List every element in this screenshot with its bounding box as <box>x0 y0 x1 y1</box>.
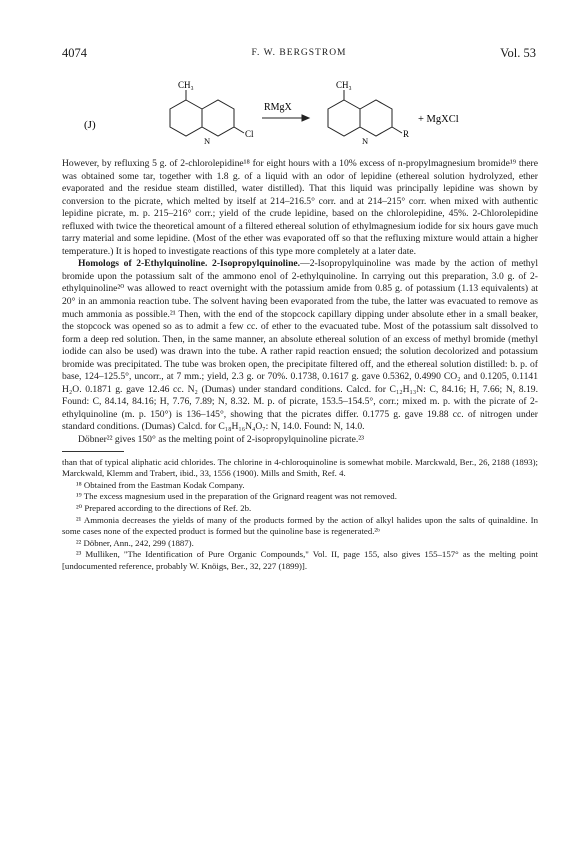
footnote-continuation: than that of typical aliphatic acid chlorides. The chlorine in 4-chloroquinoline is somewhat mobile. Marckwald, Ber., 26, 2188 (1893); Marckwald, Klemm and Trabert, ibid., 33, 1556 (1900). Mills and Smith, Ref. 4. <box>62 456 538 479</box>
right-quinoline-structure <box>328 90 402 136</box>
reaction-scheme-drawing <box>62 78 538 156</box>
reaction-scheme <box>62 78 538 156</box>
left-nitrogen-label: N <box>204 136 211 146</box>
right-r-group-label: R <box>403 129 410 139</box>
footnote-19: ¹⁹ The excess magnesium used in the preparation of the Grignard reagent was not removed. <box>76 491 397 502</box>
footnote-divider <box>62 451 124 452</box>
reaction-arrow <box>262 115 309 121</box>
page-number: 4074 <box>62 46 87 60</box>
section-heading: Homologs of 2-Ethylquinoline. 2-Isopropylquinoline. <box>78 258 301 270</box>
volume-number: Vol. 53 <box>500 46 536 60</box>
byproduct-label: + MgXCl <box>418 114 459 125</box>
left-quinoline-structure <box>170 90 244 136</box>
paragraph-grignard-reaction: However, by refluxing 5 g. of 2-chlorolepidine¹⁸ for eight hours with a 10% excess of n-propylmagnesium bromide¹⁹ there was obtained some tar, together with 1.8 g. of a liquid with an odor of lepidine (ethereal solution hydrolyzed, ether evaporated and the residue steam distilled, water distilled). That this liquid was principally lepidine was shown by conversion to the picrate, which melted by itself at 214–216.5° corr. and at 214–215° corr. when mixed with authentic lepidine picrate, m. p. 215–216° corr.; yield of the crude lepidine, based on the chlorolepidine, 45%. 2-Chlorolepidine refluxed with twice the theoretical amount of a filtered ethereal solution of ethylmagnesium iodide for six hours gave much tarry material and some lepidine. (Most of the ether was evaporated off so that the refluxing mixture would attain a higher temperature.) It is hoped to investigate reactions of this type more completely at a later date. <box>62 158 538 257</box>
reagent-label: RMgX <box>264 102 292 113</box>
footnote-22: ²² Döbner, Ann., 242, 299 (1887). <box>76 537 194 548</box>
running-header <box>62 46 536 62</box>
article-body <box>62 158 538 573</box>
footnote-18: ¹⁸ Obtained from the Eastman Kodak Company. <box>76 479 245 490</box>
left-chlorine-label: Cl <box>245 129 254 139</box>
running-head: F. W. BERGSTROM <box>251 48 347 58</box>
left-methyl-label: CH₃ <box>178 80 194 90</box>
footnote-23: ²³ Mulliken, "The Identification of Pure Organic Compounds," Vol. II, page 155, also gives 155–157° as the melting point [undocumented reference, probably W. Knöigs, Ber., 32, 227 (1899)]. <box>62 549 538 571</box>
paragraph-text: —2-Isopropylquinoline was made by the action of methyl bromide upon the potassium salt of the ammono enol of 2-ethylquinoline. In carrying out this preparation, 3.0 g. of 2-ethylquinoline²⁰ was allowed to react overnight with the potassium amide from 0.85 g. of potassium (1.13 equivalents) at 20° in an ammonia reaction tube. The solvent having been evaporated from the tube, the latter was evacuated to remove as much ammonia as possible.²¹ Then, with the end of the stopcock capillary dipping under absolute ether in a small beaker, the stopcock was opened so as to admit a few cc. of ether to the evacuated tube. Most of the potassium salt dissolved to form a deep red solution. Then, in the same manner, an absolute ethereal solution of an excess of methyl bromide (methyl iodide can also be used) was drawn into the tube. A rather rapid reaction ensued; the solution decolorized and potassium bromide was precipitated. The tube was broken open, the precipitate filtered off, and the ethereal solution distilled: b. p. of base, 124–125.5°, uncorr., at 7 mm.; yield, 2.3 g. or 70%. 0.1738, 0.1617 g. gave 0.5362, 0.4990 CO₂ and 0.1205, 0.1141 H₂O. 0.1871 g. gave 12.46 cc. N₂ (Dumas) under standard conditions. Calcd. for C₁₂H₁₃N: C, 84.16; H, 7.66; N, 8.19. Found: C, 84.14, 84.16; H, 7.76, 7.89; N, 8.32. M. p. of picrate, 153.5–154.5°, corr.; mixed m. p. with the picrate of 2-ethylquinoline (m. p. 150°) is 136–145°, showing that the picrates differ. 0.1775 g. gave 19.88 cc. of nitrogen under standard conditions. (Dumas) Calcd. for C₁₈H₁₆N₄O₇: N, 14.0. Found: N, 14.0. <box>62 258 539 433</box>
paragraph-isopropylquinoline <box>62 258 538 434</box>
footnote-21: ²¹ Ammonia decreases the yields of many of the products formed by the action of alkyl halides upon the salts of quinaldine. In some cases none of the expected product is formed but the quinoline base is regenerated.²ᵇ <box>62 514 538 537</box>
paragraph-dobner: Döbner²² gives 150° as the melting point of 2-isopropylquinoline picrate.²³ <box>78 434 365 446</box>
right-methyl-label: CH₃ <box>336 80 352 90</box>
footnote-20: ²⁰ Prepared according to the directions of Ref. 2b. <box>76 502 252 513</box>
scheme-label: (J) <box>84 119 96 131</box>
footnotes <box>62 457 538 573</box>
right-nitrogen-label: N <box>362 136 369 146</box>
